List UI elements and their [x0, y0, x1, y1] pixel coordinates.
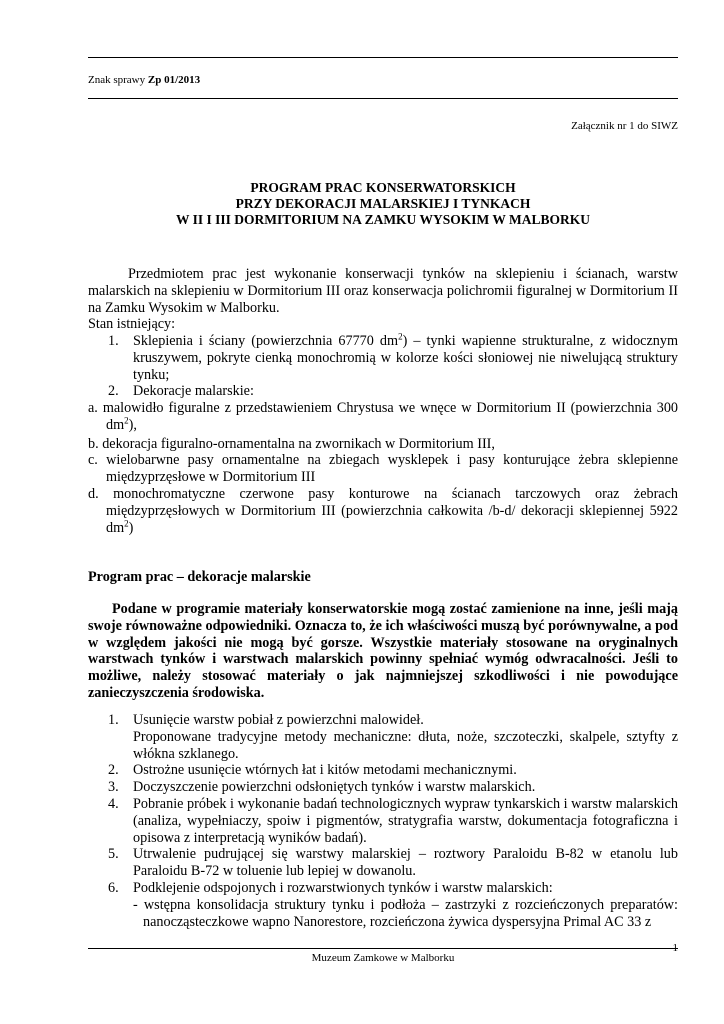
footer-institution: Muzeum Zamkowe w Malborku: [311, 952, 455, 964]
state-list: [108, 333, 678, 400]
case-number-line: [88, 74, 200, 86]
case-number: Zp 01/2013: [147, 74, 201, 86]
program-item: 2. Ostrożne usunięcie wtórnych łat i kitów metodami mechanicznymi.: [108, 762, 517, 779]
program-item: 1. Usunięcie warstw pobiał z powierzchni malowideł. Proponowane tradycyjne metody mechaniczne: dłuta, noże, szczoteczki, skalpele, sztyfty z włókna szklanego.: [108, 712, 678, 762]
state-item: 2. Dekoracje malarskie:: [108, 383, 254, 400]
case-label: Znak sprawy: [88, 74, 146, 86]
state-label: Stan istniejący:: [88, 316, 176, 332]
header-rule-bottom: [88, 98, 678, 99]
decoration-item: a. malowidło figuralne z przedstawieniem Chrystusa we wnęce w Dormitorium II (powierzchnia 300 $dm^2$),: [88, 400, 679, 433]
title-line-3: W II I III DORMITORIUM NA ZAMKU WYSOKIM W MALBORKU: [176, 212, 590, 227]
program-item: 6. Podklejenie odspojonych i rozwarstwionych tynków i warstw malarskich: - wstępna konsolidacja struktury tynku i podłoża – zastrzyki z rozcieńczonych preparatów: nanocząsteczkowe wapno Nanorestore, rozcieńczona żywica dyspersyjna Primal AC 33 z: [108, 879, 678, 930]
program-item: 5. Utrwalenie pudrującej się warstwy malarskiej – roztwory Paraloidu B-82 w etanolu lub Paraloidu B-72 w toluenie lub lepiej w dowanolu.: [108, 846, 678, 880]
program-subitem: - wstępna konsolidacja struktury tynku i podłoża – zastrzyki z rozcieńczonych preparatów: nanocząsteczkowe wapno Nanorestore, rozcieńczona żywica dyspersyjna Primal AC 33 z: [133, 896, 678, 930]
page-number: 1: [672, 942, 678, 954]
state-item: 1. Sklepienia i ściany (powierzchnia 67770 $dm^2$) – tynki wapienne strukturalne, z widocznym kruszywem, pokryte cienką monochromią w kolorze kości słoniowej nie niwelującą struktury tynku;: [108, 331, 678, 383]
intro-text: Przedmiotem prac jest wykonanie konserwacji tynków na sklepieniu i ścianach, warstw malarskich na sklepieniu w Dormitorium III oraz konserwacja polichromii figuralnej w Dormitorium II na Zamku Wysokim w Malborku.: [88, 266, 678, 316]
title-line-1: PROGRAM PRAC KONSERWATORSKICH: [250, 180, 516, 195]
section-heading: Program prac – dekoracje malarskie: [88, 569, 311, 585]
document-title: [88, 180, 678, 228]
attachment-label: Załącznik nr 1 do SIWZ: [571, 120, 678, 132]
program-item: 3. Doczyszczenie powierzchni odsłoniętych tynków i warstw malarskich.: [108, 779, 536, 796]
materials-notice: Podane w programie materiały konserwatorskie mogą zostać zamienione na inne, jeśli mają swoje równoważne odpowiedniki. Oznacza to, że ich właściwości muszą być porównywalne, a pod w względem jakości nie mogą być gorsze. Wszystkie materiały stosowane na oryginalnych warstwach tynków i warstwach malarskich powinny spełniać wymóg odwracalności. Jeśli to możliwe, należy stosować materiały o jak najmniejszej szkodliwości i nie powodujące zanieczyszczenia środowiska.: [88, 601, 678, 701]
decoration-item: d. monochromatyczne czerwone pasy konturowe na ścianach tarczowych oraz żebrach międzyprzęsłowych w Dormitorium III (powierzchnia całkowita /b-d/ dekoracji sklepiennej 5922 $dm^2$): [88, 485, 678, 536]
header-rule-top: [88, 57, 678, 58]
decoration-item: b. dekoracja figuralno-ornamentalna na zwornikach w Dormitorium III,: [88, 435, 495, 452]
state-item-number: 2.: [108, 383, 119, 400]
decoration-list: [88, 400, 678, 536]
program-item: 4. Pobranie próbek i wykonanie badań technologicznych wypraw tynkarskich i warstw malarskich (analiza, wypełniaczy, spoiw i pigmentów, stratygrafia warstw, dokumentacja fotograficzna i opisowa z interpretacją wyników badań).: [108, 795, 678, 846]
state-item-number: 1.: [108, 333, 119, 349]
title-line-2: PRZY DEKORACJI MALARSKIEJ I TYNKACH: [235, 196, 531, 211]
intro-paragraph: [88, 266, 678, 316]
decoration-item: c. wielobarwne pasy ornamentalne na zbiegach wysklepek i pasy konturujące żebra sklepienne międzyprzęsłowe w Dormitorium III: [88, 452, 678, 486]
program-list: [108, 712, 678, 930]
footer-rule: [88, 948, 678, 949]
